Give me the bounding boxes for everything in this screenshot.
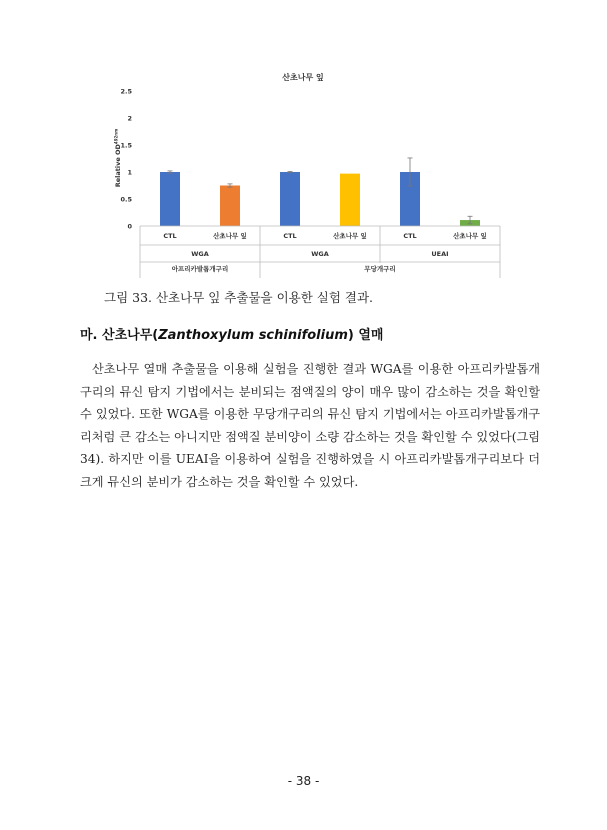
section-heading-prefix: 마. 산초나무( <box>80 328 159 343</box>
category-label: 산초나무 잎 <box>213 232 247 240</box>
category-label: CTL <box>283 232 297 240</box>
bar <box>220 186 240 227</box>
category-label: CTL <box>163 232 177 240</box>
y-tick-label: 0 <box>127 222 132 231</box>
bar <box>160 172 180 226</box>
page-number: - 38 - <box>287 774 320 788</box>
y-tick-label: 1 <box>127 168 132 177</box>
y-axis-label <box>114 129 123 188</box>
y-axis-label-superscript: 492nm <box>113 128 119 145</box>
bar-chart <box>0 0 607 290</box>
species-label: 무당개구리 <box>364 265 396 273</box>
category-label: 산초나무 잎 <box>333 232 367 240</box>
category-label: 산초나무 잎 <box>453 232 487 240</box>
group-label: WGA <box>311 250 329 258</box>
y-tick-label: 2.5 <box>120 87 132 96</box>
section-heading-suffix: ) 열매 <box>347 328 384 343</box>
y-tick-label: 2 <box>127 114 132 123</box>
species-label: 아프리카발톱개구리 <box>171 265 229 273</box>
group-label: UEAI <box>431 250 449 258</box>
y-axis <box>120 88 132 231</box>
figure-caption: 그림 33. 산초나무 잎 추출물을 이용한 실험 결과. <box>104 290 374 305</box>
chart-title: 산초나무 잎 <box>282 73 324 82</box>
plot-area <box>160 158 480 226</box>
y-tick-label: 1.5 <box>120 141 132 150</box>
y-tick-label: 0.5 <box>120 195 132 204</box>
body-paragraph: 산초나무 열매 추출물을 이용해 실험을 진행한 결과 WGA를 이용한 아프리카발톱개구리의 뮤신 탐지 기법에서는 분비되는 점액질의 양이 매우 많이 감소하는 것을 확인할 수 있었다. 또한 WGA를 이용한 무당개구리의 뮤신 탐지 기법에서는 아프리카발톱개구리처럼 큰 감소는 아니지만 점액질 분비양이 소량 감소하는 것을 확인할 수 있었다(그림 34). 하지만 이를 UEAI을 이용하여 실험을 진행하였을 시 아프리카발톱개구리보다 더 크게 뮤신의 분비가 감소하는 것을 확인할 수 있었다. <box>80 362 540 489</box>
bar <box>280 172 300 226</box>
bar <box>340 174 360 226</box>
category-label: CTL <box>403 232 417 240</box>
section-heading <box>80 324 540 343</box>
group-label: WGA <box>191 250 209 258</box>
category-table <box>140 226 500 278</box>
scientific-name: Zanthoxylum schinifolium <box>158 328 348 343</box>
y-axis-label-text: Relative OD <box>114 144 122 188</box>
